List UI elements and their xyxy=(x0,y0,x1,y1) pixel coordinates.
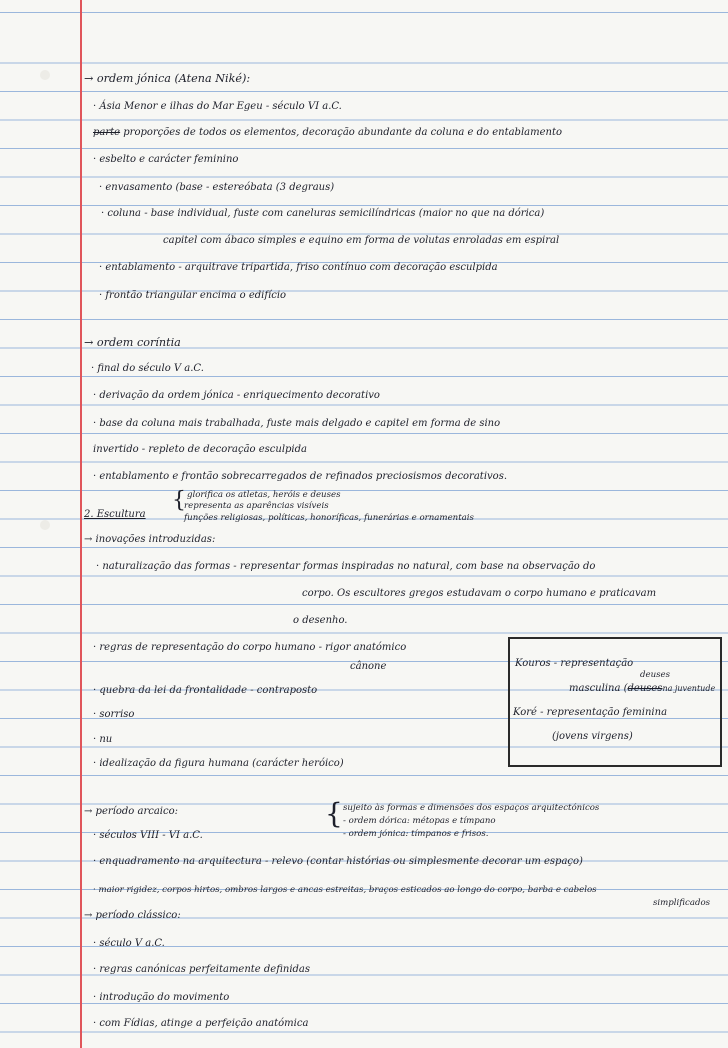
box-line: (jovens virgens) xyxy=(552,731,633,742)
box-text: na juventude xyxy=(662,684,716,693)
note-line: · base da coluna mais trabalhada, fuste mais delgado e capitel em forma de sino xyxy=(93,418,501,429)
note-line: · naturalização das formas - representar formas inspiradas no natural, com base na observação do xyxy=(96,561,596,572)
note-line: - ordem dórica: métopas e tímpano xyxy=(343,816,496,826)
note-line: · nu xyxy=(93,734,113,745)
heading-periodo-arcaico: → período arcaico: xyxy=(84,806,178,817)
struck-word: parte xyxy=(93,127,121,138)
struck-word: deuses xyxy=(627,683,663,694)
box-text: masculina ( xyxy=(569,683,628,694)
heading-ordem-jonica: → ordem jónica (Atena Niké): xyxy=(84,72,251,85)
note-line: · sorriso xyxy=(93,709,135,720)
note-line: · século V a.C. xyxy=(93,938,165,949)
note-line: cânone xyxy=(350,661,387,672)
heading-inovacoes: → inovações introduzidas: xyxy=(84,534,216,545)
note-line: representa as aparências visíveis xyxy=(184,501,329,511)
box-line: deuses xyxy=(640,670,671,680)
note-line: · envasamento (base - estereóbata (3 degraus) xyxy=(99,182,335,193)
note-line: · frontão triangular encima o edifício xyxy=(99,290,287,301)
note-line: · esbelto e carácter feminino xyxy=(93,154,239,165)
note-line: · coluna - base individual, fuste com caneluras semicilíndricas (maior no que na dórica) xyxy=(101,208,545,219)
note-line: · introdução do movimento xyxy=(93,992,230,1003)
note-line xyxy=(93,126,562,140)
note-line: · enquadramento na arquitectura - relevo (contar histórias ou simplesmente decorar um espaço) xyxy=(93,856,583,867)
note-line: - ordem jónica: tímpanos e frisos. xyxy=(343,829,489,839)
brace-glyph: { xyxy=(172,488,186,513)
brace-glyph: { xyxy=(325,797,343,830)
note-line: simplificados xyxy=(653,898,711,908)
note-line: o desenho. xyxy=(293,615,348,626)
note-line: · maior rigidez, corpos hirtos, ombros largos e ancas estreitas, braços esticados ao longo do corpo, barba e cabelos xyxy=(93,885,597,895)
note-line: · derivação da ordem jónica - enriquecimento decorativo xyxy=(93,390,380,401)
note-line: · regras de representação do corpo humano - rigor anatómico xyxy=(93,642,407,653)
box-line xyxy=(569,682,715,696)
note-line: · séculos VIII - VI a.C. xyxy=(93,830,203,841)
heading-periodo-classico: → período clássico: xyxy=(84,910,181,921)
punch-hole xyxy=(40,70,50,80)
note-line: · final do século V a.C. xyxy=(91,363,204,374)
margin-line xyxy=(80,0,82,1048)
note-line: · Ásia Menor e ilhas do Mar Egeu - século VI a.C. xyxy=(93,101,342,112)
note-line: invertido - repleto de decoração esculpida xyxy=(93,444,307,455)
note-line: glorifica os atletas, heróis e deuses xyxy=(187,490,341,500)
note-line: funções religiosas, políticas, honoríficas, funerárias e ornamentais xyxy=(184,513,474,523)
note-line: · entablamento e frontão sobrecarregados de refinados preciosismos decorativos. xyxy=(93,471,507,482)
box-line: Kouros - representação xyxy=(515,658,634,669)
punch-hole xyxy=(40,520,50,530)
note-line: corpo. Os escultores gregos estudavam o corpo humano e praticavam xyxy=(302,588,657,599)
heading-escultura: 2. Escultura xyxy=(84,509,146,520)
note-line: sujeito às formas e dimensões dos espaços arquitectónicos xyxy=(343,803,600,813)
note-line: · idealização da figura humana (carácter heróico) xyxy=(93,758,344,769)
note-line: · regras canónicas perfeitamente definidas xyxy=(93,964,311,975)
note-line: · entablamento - arquitrave tripartida, friso contínuo com decoração esculpida xyxy=(99,262,498,273)
note-line: · com Fídias, atinge a perfeição anatómica xyxy=(93,1018,309,1029)
note-line: capitel com ábaco simples e equino em forma de volutas enroladas em espiral xyxy=(163,235,560,246)
note-text: proporções de todos os elementos, decoração abundante da coluna e do entablamento xyxy=(120,127,562,138)
box-line: Koré - representação feminina xyxy=(513,707,668,718)
note-line: · quebra da lei da frontalidade - contraposto xyxy=(93,685,318,696)
heading-ordem-corintia: → ordem coríntia xyxy=(84,336,181,349)
